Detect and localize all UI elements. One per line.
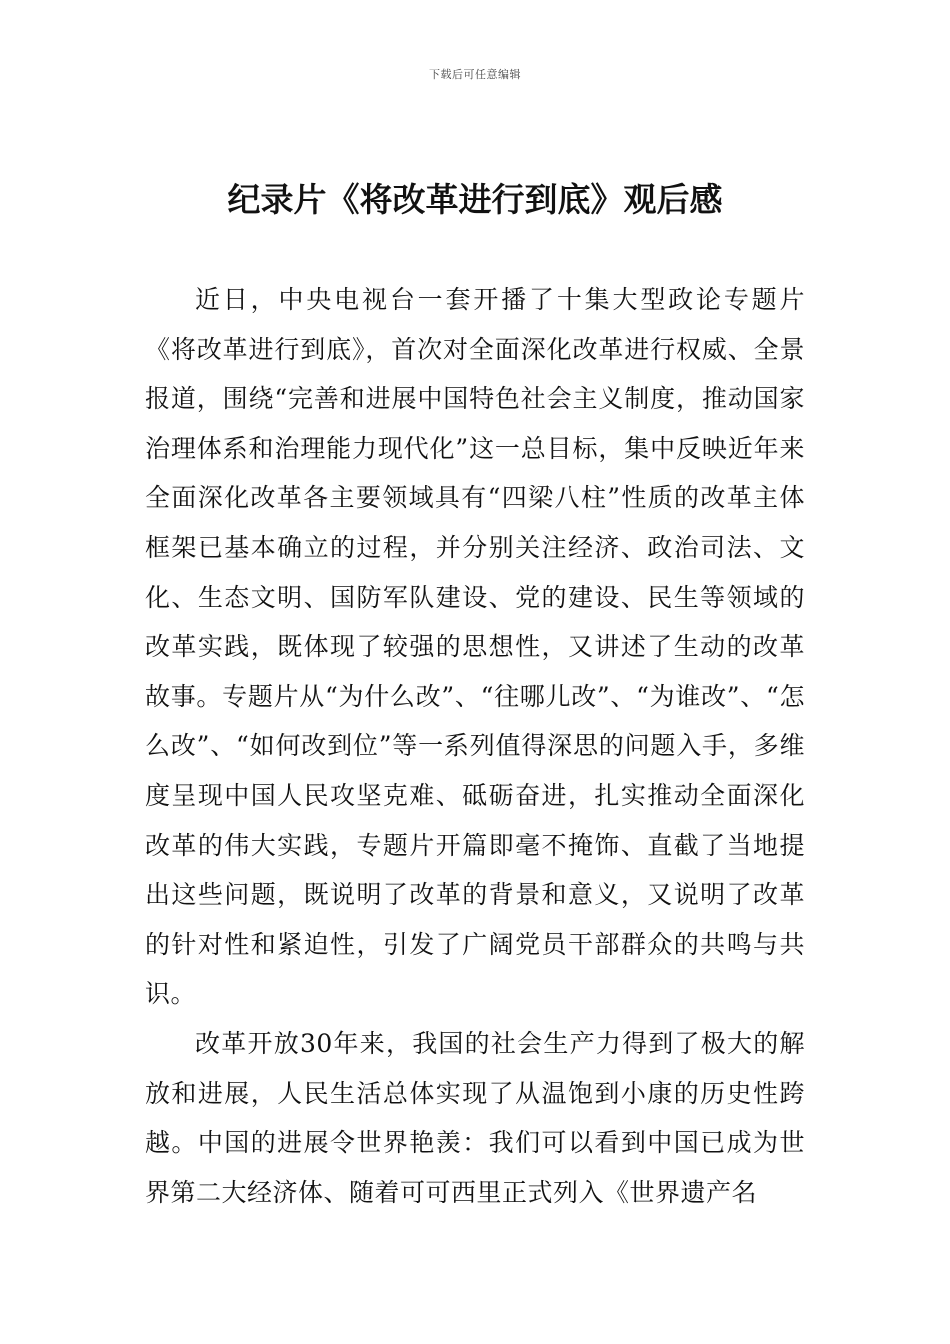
document-title: 纪录片《将改革进行到底》观后感 [227,180,723,219]
header-note: 下载后可任意编辑 [429,68,521,81]
paragraph-2: 改革开放30年来，我国的社会生产力得到了极大的解放和进展，人民生活总体实现了从温饱到小康的历史性跨越。中国的进展令世界艳羡：我们可以看到中国已成为世界第二大经济体、随着可可西里正式列入《世界遗产名 [145,1028,805,1207]
document-body [145,275,805,1217]
paragraph-1: 近日，中央电视台一套开播了十集大型政论专题片《将改革进行到底》，首次对全面深化改革进行权威、全景报道，围绕“完善和进展中国特色社会主义制度，推动国家治理体系和治理能力现代化”这一总目标，集中反映近年来全面深化改革各主要领域具有“四梁八柱”性质的改革主体框架已基本确立的过程，并分别关注经济、政治司法、文化、生态文明、国防军队建设、党的建设、民生等领域的改革实践，既体现了较强的思想性，又讲述了生动的改革故事。专题片从“为什么改”、“往哪儿改”、“为谁改”、“怎么改”、“如何改到位”等一系列值得深思的问题入手，多维度呈现中国人民攻坚克难、砥砺奋进，扎实推动全面深化改革的伟大实践，专题片开篇即毫不掩饰、直截了当地提出这些问题，既说明了改革的背景和意义，又说明了改革的针对性和紧迫性，引发了广阔党员干部群众的共鸣与共识。 [145,285,805,1009]
